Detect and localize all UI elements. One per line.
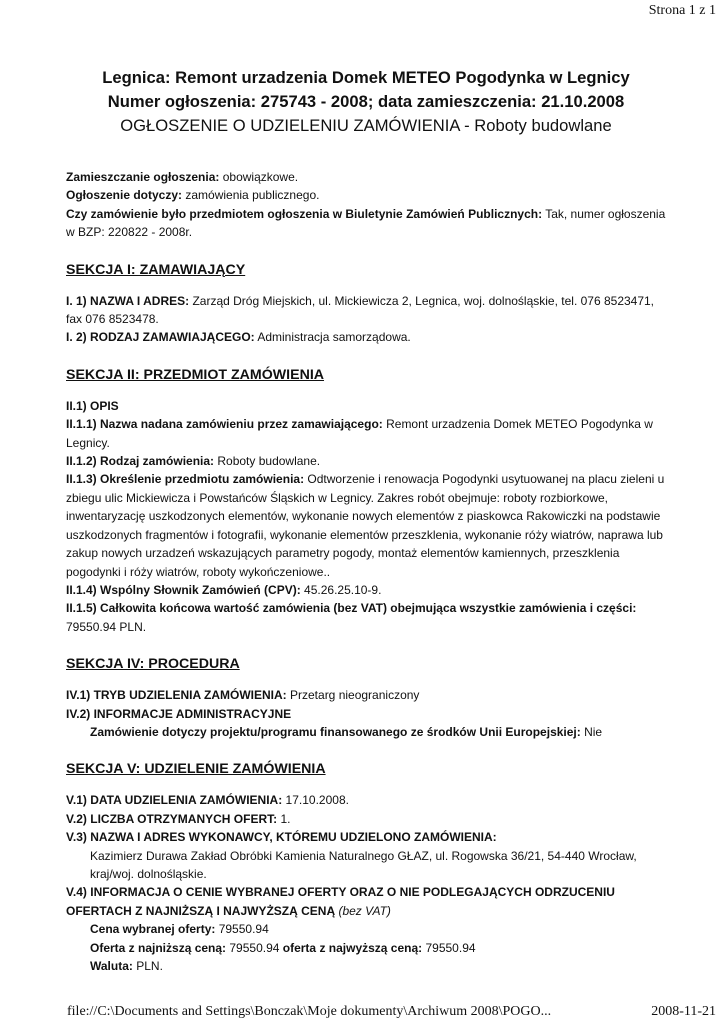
eu-funding-row <box>66 723 666 741</box>
cpv-value: 45.26.25.10-9. <box>300 582 382 597</box>
price-info-note: (bez VAT) <box>335 903 391 918</box>
procedure-mode-value: Przetarg nieograniczony <box>286 688 420 703</box>
offers-count-row <box>66 810 666 828</box>
highest-price-label: oferta z najwyższą ceną: <box>282 940 423 955</box>
order-kind-row <box>66 452 666 470</box>
order-name-value: Remont urzadzenia Domek METEO Pogodynka w <box>382 417 653 432</box>
price-info-label: V.4) INFORMACJA O CENIE WYBRANEJ OFERTY ORAZ O NIE PODLEGAJĄCYCH ODRZUCENIU <box>66 885 615 900</box>
contractor-region: kraj/woj. dolnośląskie. <box>90 866 207 881</box>
currency-value: PLN. <box>132 959 163 973</box>
order-kind-value: Roboty budowlane. <box>214 454 321 469</box>
order-subject-row <box>66 470 666 488</box>
order-subject-line: uszkodzonych fragmentów i fotografii, wykonanie elementów przeszklenia, wykonanie róży wiatrów, naprawa lub <box>66 527 663 542</box>
bzp-row-cont: w BZP: 220822 - 2008r. <box>66 225 193 240</box>
currency-row <box>66 957 666 975</box>
award-date-row <box>66 791 666 809</box>
procedure-mode-row <box>66 686 666 704</box>
notice-type-line: OGŁOSZENIE O UDZIELENIU ZAMÓWIENIA - Roboty budowlane <box>120 116 612 135</box>
name-address-row <box>66 292 666 310</box>
total-value-row <box>66 599 666 617</box>
section-5-title: SEKCJA V: UDZIELENIE ZAMÓWIENIA <box>66 761 326 778</box>
file-path: file://C:\Documents and Settings\Bonczak\Moje dokumenty\Archiwum 2008\POGO... <box>67 1004 552 1019</box>
bzp-value: Tak, numer ogłoszenia <box>542 206 666 221</box>
cpv-label: II.1.4) Wspólny Słownik Zamówień (CPV): <box>66 582 301 597</box>
name-address-label: I. 1) NAZWA I ADRES: <box>66 293 190 308</box>
order-name-label: II.1.1) Nazwa nadana zamówieniu przez zamawiającego: <box>66 417 383 432</box>
document-body <box>66 66 666 975</box>
contracting-type-label: I. 2) RODZAJ ZAMAWIAJĄCEGO: <box>66 330 255 345</box>
offers-count-label: V.2) LICZBA OTRZYMANYCH OFERT: <box>66 811 278 826</box>
contracting-type-row <box>66 328 666 346</box>
order-subject-line: pogodynki i róży wiatrów, roboty wykończeniowe.. <box>66 564 331 579</box>
intro-block <box>66 168 666 242</box>
concerns-label: Ogłoszenie dotyczy: <box>66 188 183 203</box>
notice-number-line: Numer ogłoszenia: 275743 - 2008; data zamieszczenia: 21.10.2008 <box>107 92 625 111</box>
name-address-row-cont: fax 076 8523478. <box>66 312 159 327</box>
section-1-body <box>66 292 666 347</box>
cpv-row <box>66 581 666 599</box>
order-subject-line: inwentaryzację uszkodzonych elementów, wykonanie nowych elementów z piaskowca Rakowiczki na podstawie <box>66 509 661 524</box>
chosen-price-value: 79550.94 <box>215 922 269 937</box>
section-5-body <box>66 791 666 975</box>
admin-info-label: IV.2) INFORMACJE ADMINISTRACYJNE <box>66 706 292 721</box>
placement-row <box>66 168 666 186</box>
eu-funding-value: Nie <box>580 724 603 739</box>
section-2-title: SEKCJA II: PRZEDMIOT ZAMÓWIENIA <box>66 366 325 383</box>
admin-info-row <box>66 705 666 723</box>
contractor-label: V.3) NAZWA I ADRES WYKONAWCY, KTÓREMU UDZIELONO ZAMÓWIENIA: <box>66 830 497 845</box>
section-4-title: SEKCJA IV: PROCEDURA <box>66 656 240 673</box>
order-subject-line: zakup nowych urzadzeń wskazujących parametry pogody, montaż elementów kamiennych, przeszklenia <box>66 546 620 561</box>
total-value: 79550.94 PLN. <box>66 619 147 634</box>
page-number: Strona 1 z 1 <box>648 3 716 18</box>
order-name-row <box>66 415 666 433</box>
concerns-row <box>66 186 666 204</box>
eu-funding-label: Zamówienie dotyczy projektu/programu finansowanego ze środków Unii Europejskiej: <box>90 724 581 739</box>
chosen-price-label: Cena wybranej oferty: <box>90 922 216 937</box>
price-info-label-cont: OFERTACH Z NAJNIŻSZĄ I NAJWYŻSZĄ CENĄ <box>66 903 336 918</box>
title-block <box>60 66 672 138</box>
section-4-body <box>66 686 666 741</box>
order-kind-label: II.1.2) Rodzaj zamówienia: <box>66 454 215 469</box>
offers-count-value: 1. <box>277 811 291 826</box>
price-info-row-cont <box>66 902 666 920</box>
placement-value: obowiązkowe. <box>219 170 299 184</box>
name-address-value: Zarząd Dróg Miejskich, ul. Mickiewicza 2, Legnica, woj. dolnośląskie, tel. 076 8523471, <box>189 293 655 308</box>
document-title: Legnica: Remont urzadzenia Domek METEO Pogodynka w Legnicy <box>102 68 630 87</box>
opis-label-text: II.1) OPIS <box>66 398 119 413</box>
bzp-row <box>66 205 666 223</box>
lowest-price-label: Oferta z najniższą ceną: <box>90 940 227 955</box>
total-value-label: II.1.5) Całkowita końcowa wartość zamówienia (bez VAT) obejmująca wszystkie zamówienia i części: <box>66 601 637 616</box>
contractor-row <box>66 828 666 846</box>
section-1-title: SEKCJA I: ZAMAWIAJĄCY <box>66 261 246 278</box>
order-subject-value: Odtworzenie i renowacja Pogodynki usytuowanej na placu zieleni u <box>304 472 665 487</box>
contractor-address: Kazimierz Durawa Zakład Obróbki Kamienia Naturalnego GŁAZ, ul. Rogowska 36/21, 54-440 Wrocław, <box>90 848 637 863</box>
print-date: 2008-11-21 <box>651 1004 716 1019</box>
order-name-row-cont: Legnicy. <box>66 435 110 450</box>
award-date-value: 17.10.2008. <box>282 793 349 808</box>
page-footer <box>67 1004 716 1020</box>
award-date-label: V.1) DATA UDZIELENIA ZAMÓWIENIA: <box>66 793 283 808</box>
placement-label: Zamieszczanie ogłoszenia: <box>66 170 220 184</box>
contracting-type-value: Administracja samorządowa. <box>254 330 411 345</box>
procedure-mode-label: IV.1) TRYB UDZIELENIA ZAMÓWIENIA: <box>66 688 287 703</box>
concerns-value: zamówienia publicznego. <box>182 188 320 203</box>
section-2-body <box>66 397 666 636</box>
order-subject-line: zbiegu ulic Mickiewicza i Powstańców Śląskich w Legnicy. Zakres robót obejmuje: roboty rozbiorkowe, <box>66 490 609 505</box>
order-subject-label: II.1.3) Określenie przedmiotu zamówienia: <box>66 472 305 487</box>
currency-label: Waluta: <box>90 959 133 973</box>
bzp-label: Czy zamówienie było przedmiotem ogłoszenia w Biuletynie Zamówień Publicznych: <box>66 206 543 221</box>
price-info-row <box>66 883 666 901</box>
chosen-price-row <box>66 920 666 938</box>
opis-label <box>66 397 666 415</box>
lowest-price-value: 79550.94 <box>226 940 283 955</box>
price-range-row <box>66 939 666 957</box>
highest-price-value: 79550.94 <box>422 940 476 955</box>
